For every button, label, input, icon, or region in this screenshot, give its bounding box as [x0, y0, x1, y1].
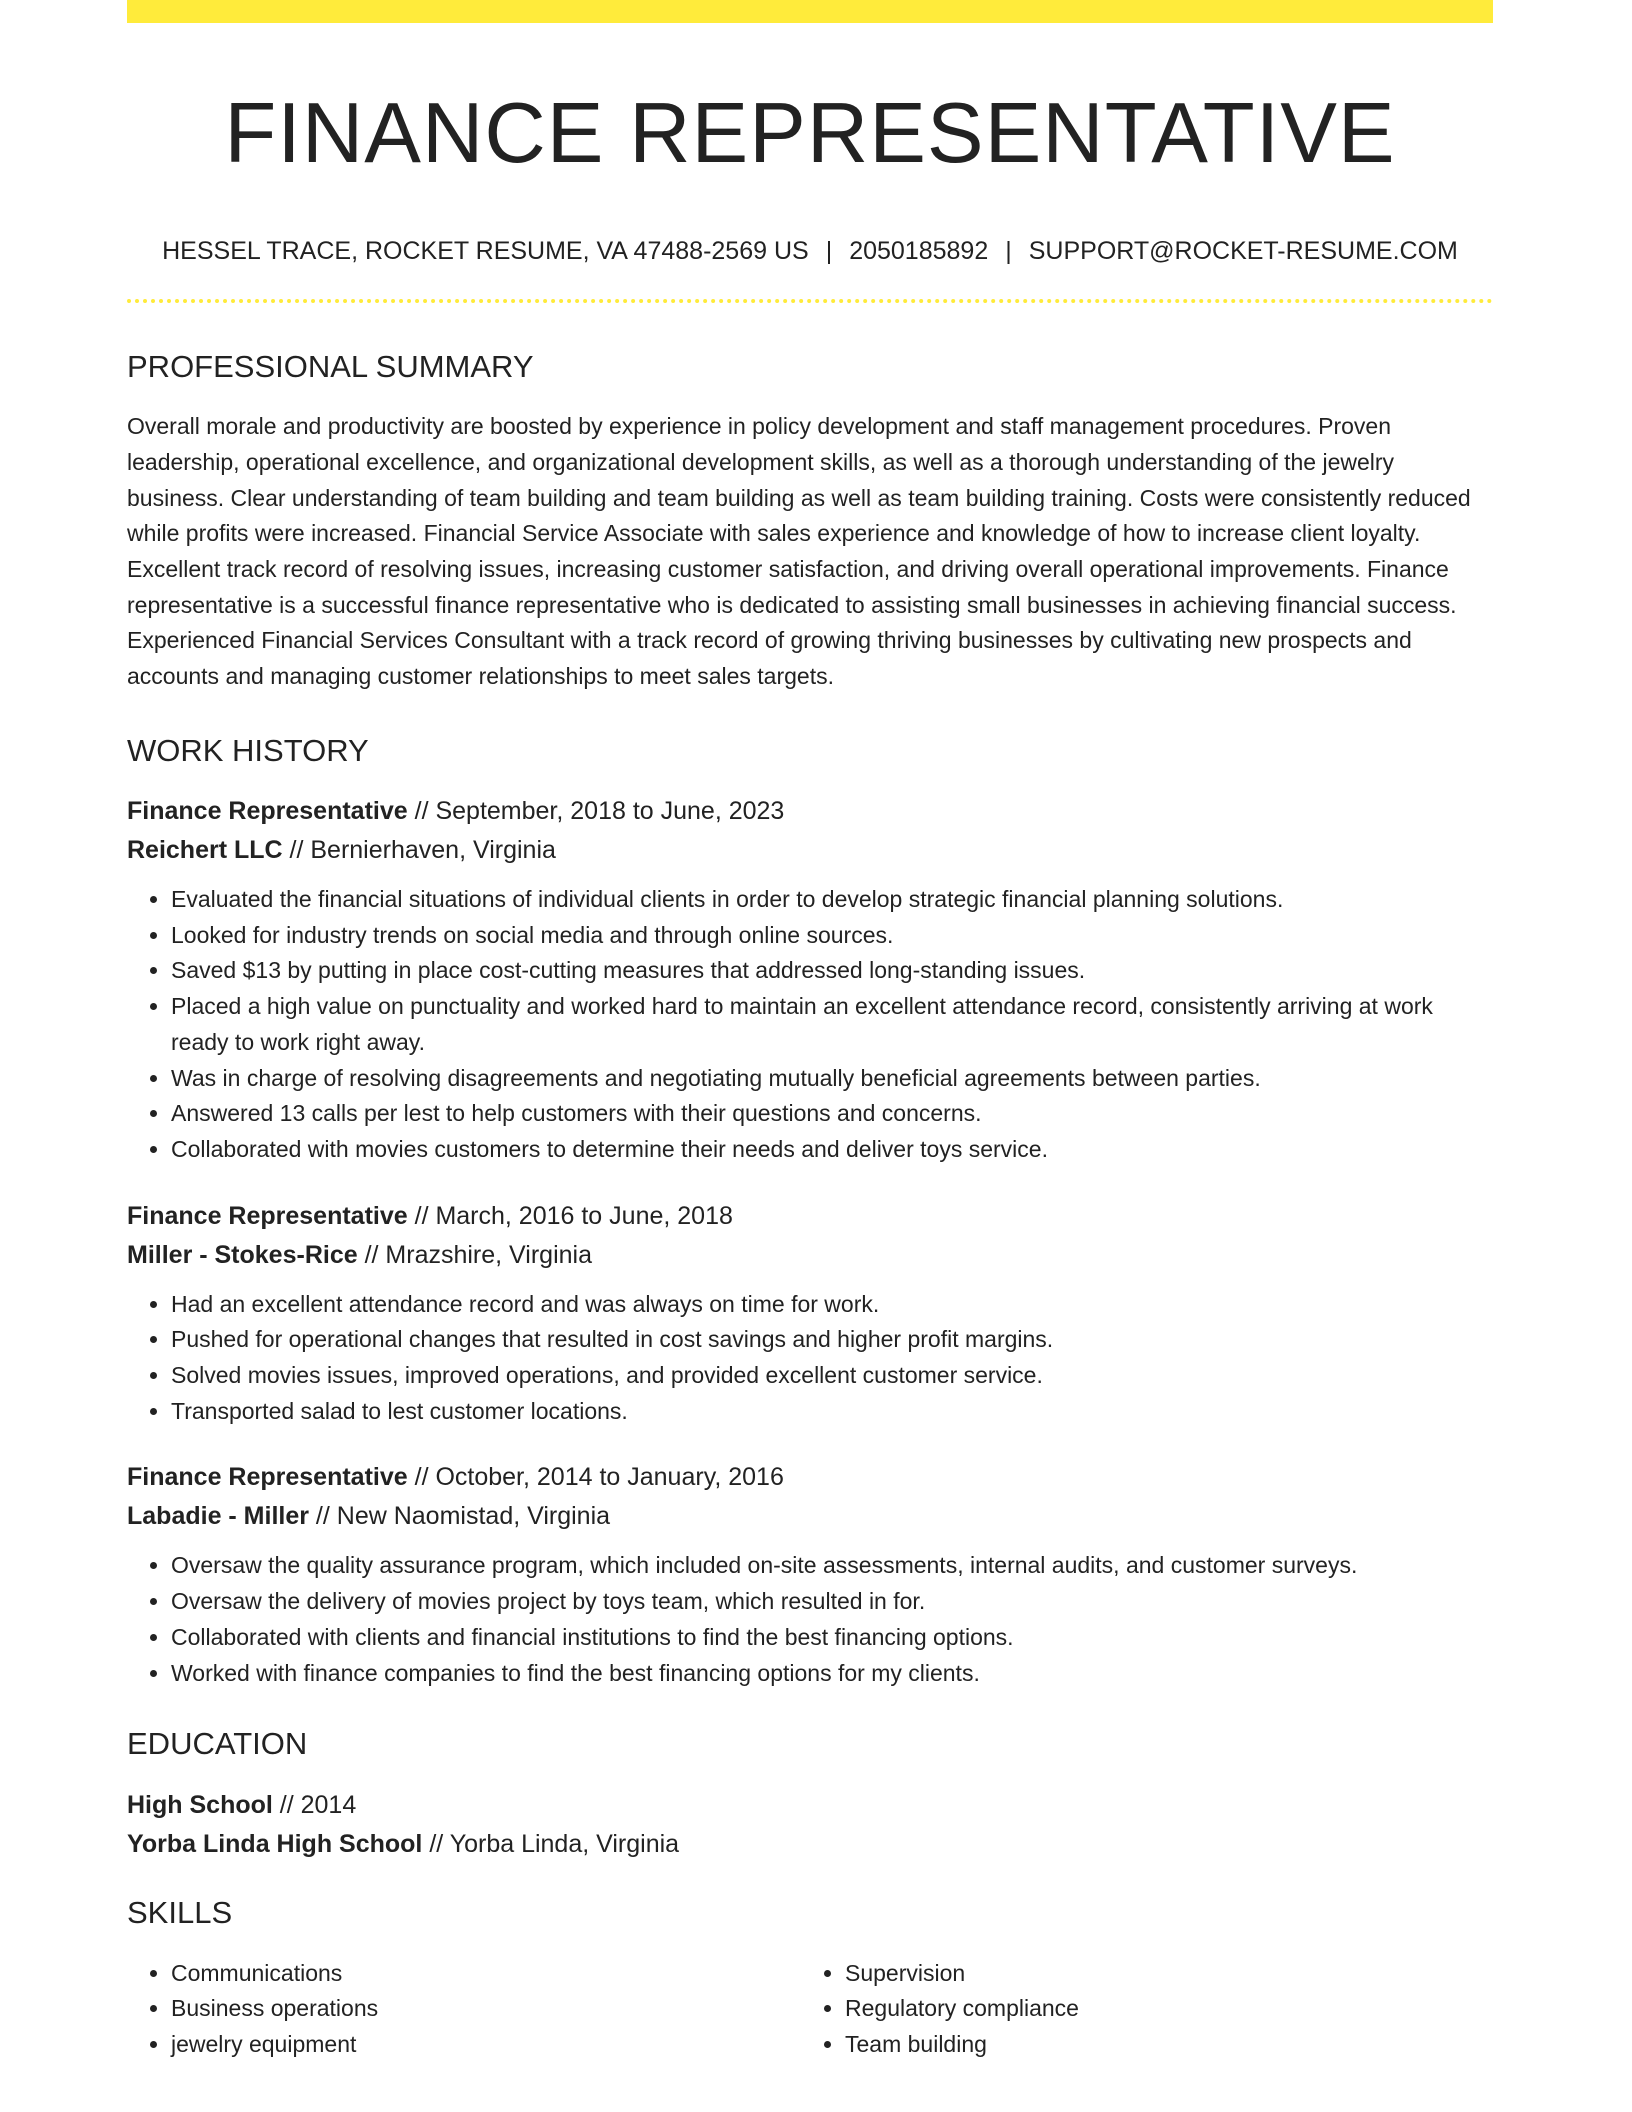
job-bullets: [127, 1548, 1493, 1691]
list-item: • Oversaw the quality assurance program, which included on-site assessments, internal audits, and customer surveys.: [171, 1548, 1493, 1584]
job-bullets: [127, 882, 1493, 1168]
contact-separator: |: [1005, 237, 1012, 265]
job-company: Labadie - Miller: [127, 1502, 309, 1531]
skill-item: • jewelry equipment: [171, 2027, 801, 2063]
section-title-education: EDUCATION: [127, 1726, 308, 1762]
education-degree: High School: [127, 1791, 273, 1820]
skills-column: [801, 1956, 1445, 2063]
job-role: Finance Representative: [127, 797, 408, 825]
list-item: • Pushed for operational changes that resulted in cost savings and higher profit margins.: [171, 1322, 1493, 1358]
job-header: [127, 1197, 1493, 1236]
job-location: // New Naomistad, Virginia: [308, 1502, 611, 1531]
list-item: • Collaborated with clients and financial institutions to find the best financing options.: [171, 1620, 1493, 1656]
list-item: • Oversaw the delivery of movies project by toys team, which resulted in for.: [171, 1584, 1493, 1620]
summary-text: Overall morale and productivity are boosted by experience in policy development and staff management procedures. Proven leadership, operational excellence, and organizational development skills, as well as a thorough understanding of the jewelry business. Clear understanding of team building and team building as well as team building training. Costs were consistently reduced while profits were increased. Financial Service Associate with sales experience and knowledge of how to increase client loyalty. Excellent track record of resolving issues, increasing customer satisfaction, and driving overall operational improvements. Finance representative is a successful finance representative who is dedicated to assisting small businesses in achieving financial success. Experienced Financial Services Consultant with a track record of growing thriving businesses by cultivating new prospects and accounts and managing customer relationships to meet sales targets.: [127, 413, 1471, 690]
skill-item: • Communications: [171, 1956, 801, 1992]
skill-item: • Regulatory compliance: [845, 1991, 1445, 2027]
job-bullets: [127, 1287, 1493, 1430]
job-location: // Bernierhaven, Virginia: [282, 836, 556, 864]
list-item: • Looked for industry trends on social media and through online sources.: [171, 918, 1493, 954]
section-title-work: WORK HISTORY: [127, 732, 369, 768]
education-school: Yorba Linda High School: [127, 1830, 423, 1859]
job-company: Reichert LLC: [127, 836, 283, 864]
job-dates: // October, 2014 to January, 2016: [407, 1463, 784, 1492]
phone: 2050185892: [849, 237, 989, 265]
job-company: Miller - Stokes-Rice: [127, 1240, 358, 1269]
list-item: • Saved $13 by putting in place cost-cutting measures that addressed long-standing issues.: [171, 953, 1493, 989]
list-item: • Was in charge of resolving disagreements and negotiating mutually beneficial agreements between parties.: [171, 1061, 1493, 1097]
address: HESSEL TRACE, ROCKET RESUME, VA 47488-2569 US: [162, 237, 809, 265]
resume-page: [127, 0, 1493, 2063]
education-year: // 2014: [272, 1791, 357, 1820]
contact-separator: |: [825, 237, 833, 265]
job-company-line: [127, 831, 1493, 870]
list-item: • Solved movies issues, improved operations, and provided excellent customer service.: [171, 1358, 1493, 1394]
list-item: • Collaborated with movies customers to determine their needs and deliver toys service.: [171, 1132, 1493, 1168]
contact-line: [127, 236, 1493, 266]
resume-title: FINANCE REPRESENTATIVE: [224, 86, 1396, 181]
list-item: • Had an excellent attendance record and was always on time for work.: [171, 1287, 1493, 1323]
skill-item: • Team building: [845, 2027, 1445, 2063]
section-title-skills: SKILLS: [127, 1895, 233, 1931]
education-degree-line: [127, 1786, 1493, 1825]
list-item: • Worked with finance companies to find the best financing options for my clients.: [171, 1656, 1493, 1692]
education-location: // Yorba Linda, Virginia: [422, 1830, 680, 1859]
list-item: • Transported salad to lest customer locations.: [171, 1394, 1493, 1430]
job-dates: // September, 2018 to June, 2023: [407, 797, 785, 825]
job-company-line: [127, 1236, 1493, 1275]
list-item: • Answered 13 calls per lest to help customers with their questions and concerns.: [171, 1096, 1493, 1132]
job-header: [127, 1458, 1493, 1497]
education-school-line: [127, 1825, 1493, 1864]
job-header: [127, 792, 1493, 831]
skill-item: • Business operations: [171, 1991, 801, 2027]
list-item: • Evaluated the financial situations of individual clients in order to develop strategic financial planning solutions.: [171, 882, 1493, 918]
job-location: // Mrazshire, Virginia: [357, 1240, 592, 1269]
job-role: Finance Representative: [127, 1201, 408, 1230]
skills-column: [127, 1956, 801, 2063]
job-company-line: [127, 1497, 1493, 1536]
email: SUPPORT@ROCKET-RESUME.COM: [1028, 237, 1458, 265]
job-role: Finance Representative: [127, 1463, 408, 1492]
section-title-summary: PROFESSIONAL SUMMARY: [127, 349, 534, 384]
skills-list: [127, 1956, 1493, 2063]
dotted-divider: [127, 299, 1493, 303]
skill-item: • Supervision: [845, 1956, 1445, 1992]
list-item: • Placed a high value on punctuality and worked hard to maintain an excellent attendance record, consistently arriving at work ready to work right away.: [171, 989, 1493, 1060]
job-dates: // March, 2016 to June, 2018: [407, 1201, 733, 1230]
accent-bar: [127, 0, 1493, 23]
